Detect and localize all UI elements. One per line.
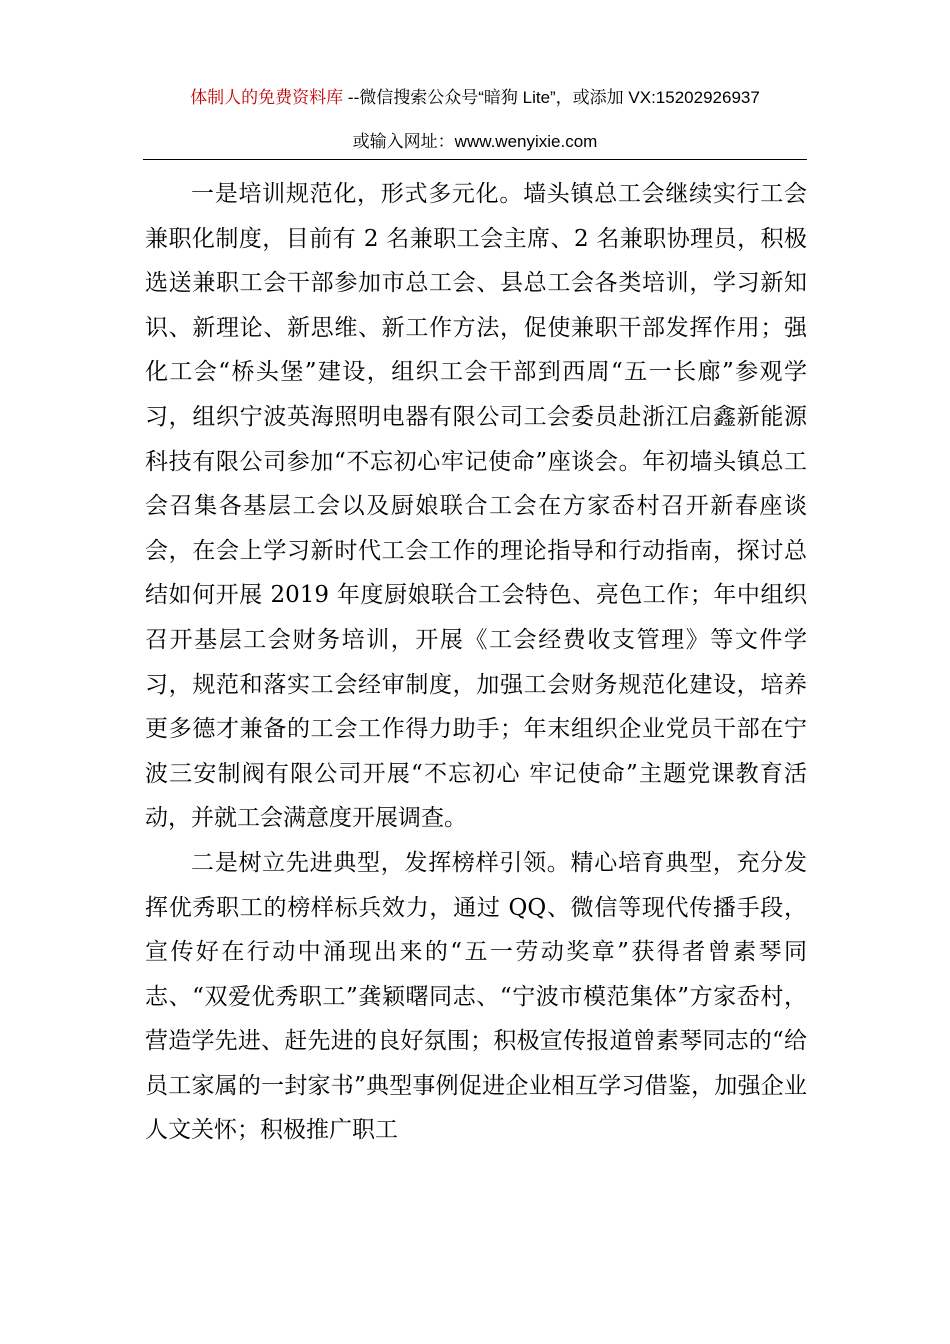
document-body (145, 172, 807, 1153)
paragraph-1: 一是培训规范化，形式多元化。墙头镇总工会继续实行工会兼职化制度，目前有 2 名兼职工会主席、2 名兼职协理员，积极选送兼职工会干部参加市总工会、县总工会各类培训，学习新知识、新理论、新思维、新工作方法，促使兼职干部发挥作用；强化工会“桥头堡”建设，组织工会干部到西周“五一长廊”参观学习，组织宁波英海照明电器有限公司工会委员赴浙江启鑫新能源科技有限公司参加“不忘初心牢记使命”座谈会。年初墙头镇总工会召集各基层工会以及厨娘联合工会在方家岙村召开新春座谈会，在会上学习新时代工会工作的理论指导和行动指南，探讨总结如何开展 2019 年度厨娘联合工会特色、亮色工作；年中组织召开基层工会财务培训，开展《工会经费收支管理》等文件学习，规范和落实工会经审制度，加强工会财务规范化建设，培养更多德才兼备的工会工作得力助手；年末组织企业党员干部在宁波三安制阀有限公司开展“不忘初心 牢记使命”主题党课教育活动，并就工会满意度开展调查。 (145, 181, 807, 832)
header-promo-line (0, 86, 950, 110)
header-promo-text: --微信搜索公众号“暗狗 Lite”，或添加 VX:15202926937 (343, 88, 760, 107)
header-website: 或输入网址：www.wenyixie.com (352, 132, 598, 151)
paragraph-2: 二是树立先进典型，发挥榜样引领。精心培育典型，充分发挥优秀职工的榜样标兵效力，通过 QQ、微信等现代传播手段，宣传好在行动中涌现出来的“五一劳动奖章”获得者曾素琴同志、“双爱优秀职工”龚颖曙同志、“宁波市模范集体”方家岙村，营造学先进、赶先进的良好氛围；积极宣传报道曾素琴同志的“给员工家属的一封家书”典型事例促进企业相互学习借鉴，加强企业人文关怀；积极推广职工 (145, 849, 807, 1144)
header-divider (143, 159, 807, 160)
header-brand: 体制人的免费资料库 (190, 88, 344, 107)
